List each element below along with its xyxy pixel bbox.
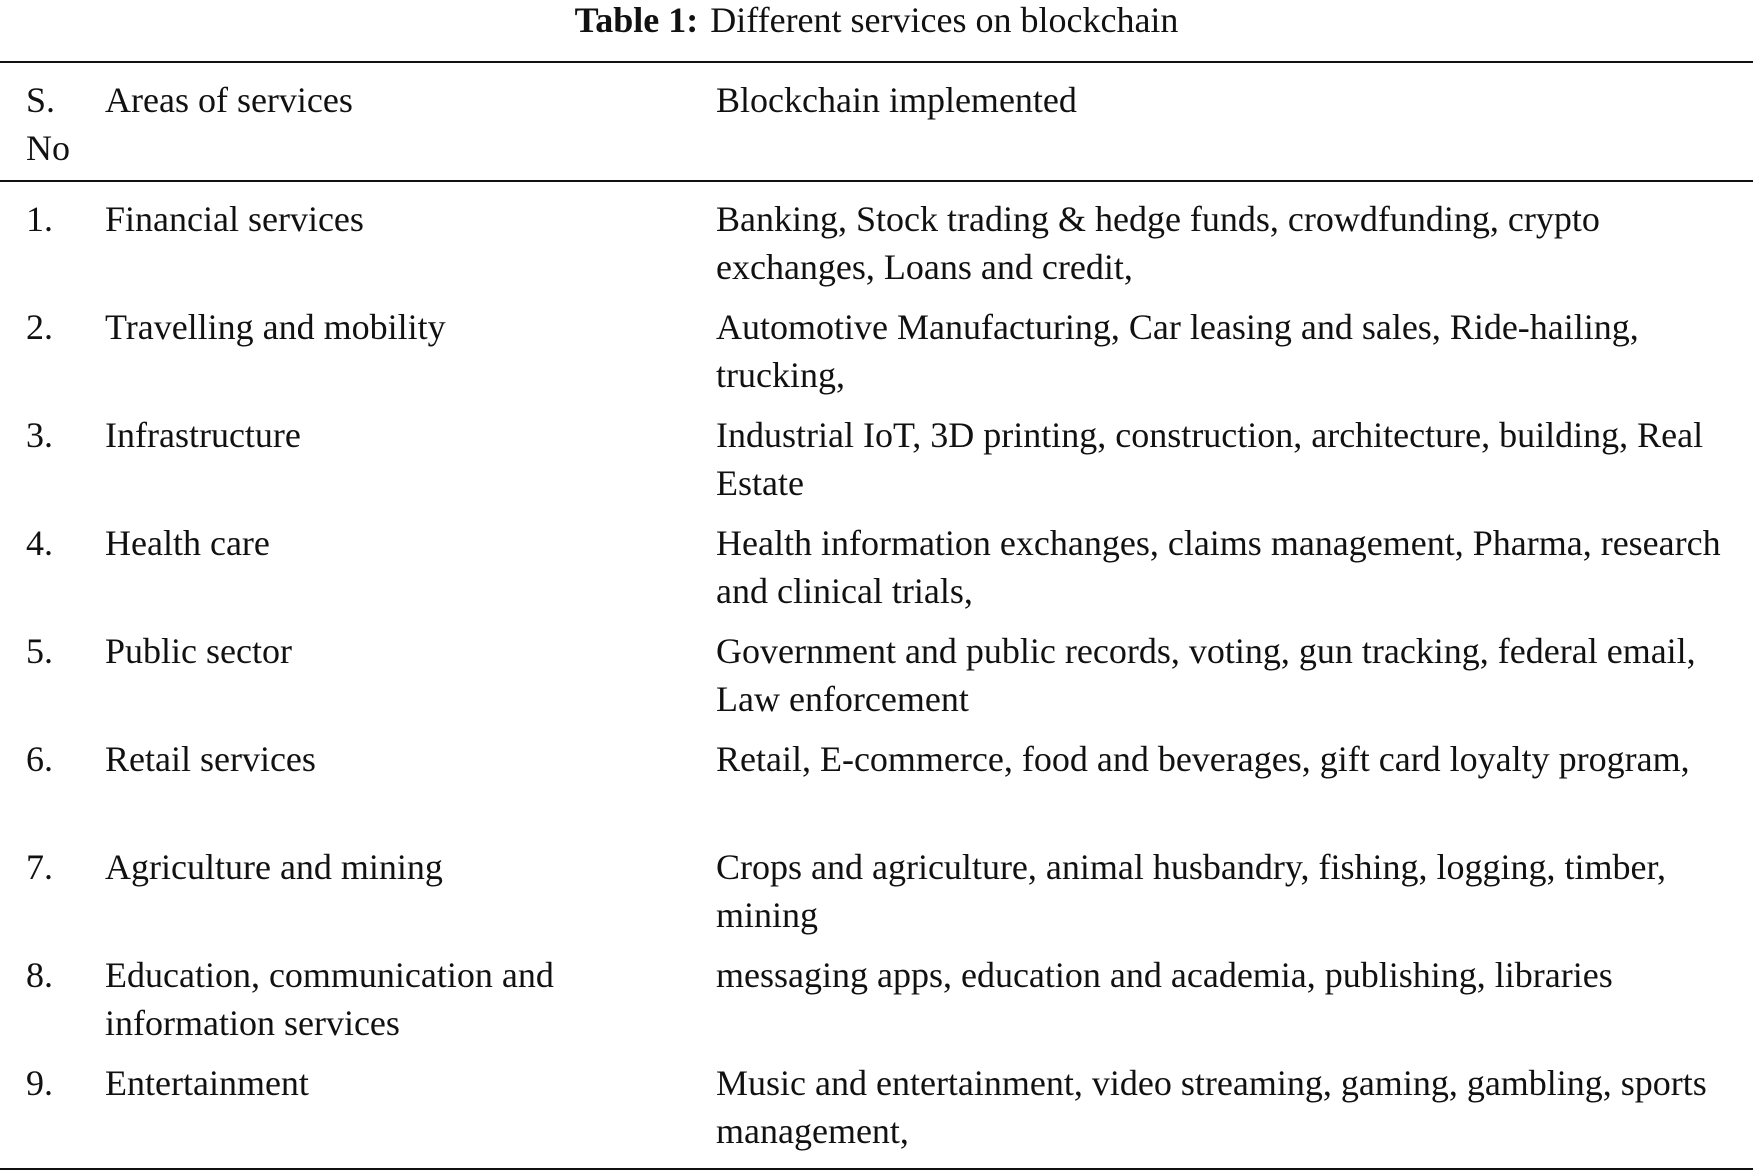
row-area: Infrastructure — [105, 415, 301, 455]
row-sno: 8. — [26, 955, 53, 995]
row-area: Travelling and mobility — [105, 307, 446, 347]
row-sno: 6. — [26, 739, 53, 779]
table-top-rule — [0, 61, 1753, 63]
row-impl: Banking, Stock trading & hedge funds, crowdfunding, crypto exchanges, Loans and credit, — [716, 199, 1600, 287]
header-row — [0, 76, 1753, 180]
header-impl: Blockchain implemented — [716, 80, 1077, 120]
row-area: Retail services — [105, 739, 316, 779]
table-header — [0, 76, 1753, 180]
table-bottom-rule — [0, 1168, 1753, 1170]
row-area: Public sector — [105, 631, 292, 671]
table-row — [0, 735, 1753, 843]
table-caption — [0, 0, 1753, 40]
row-sno: 9. — [26, 1063, 53, 1103]
row-impl: Government and public records, voting, gun tracking, federal email, Law enforcement — [716, 631, 1696, 719]
row-sno: 4. — [26, 523, 53, 563]
row-impl: Retail, E-commerce, food and beverages, gift card loyalty program, — [716, 739, 1690, 779]
row-impl: Crops and agriculture, animal husbandry, fishing, logging, timber, mining — [716, 847, 1667, 935]
row-area: Health care — [105, 523, 270, 563]
row-sno: 3. — [26, 415, 53, 455]
row-impl: Automotive Manufacturing, Car leasing and sales, Ride-hailing, trucking, — [716, 307, 1639, 395]
row-area: Financial services — [105, 199, 364, 239]
row-impl: Music and entertainment, video streaming, gaming, gambling, sports management, — [716, 1063, 1707, 1151]
header-sno: S. No — [26, 80, 70, 168]
row-sno: 7. — [26, 847, 53, 887]
table-row — [0, 303, 1753, 411]
table-row — [0, 627, 1753, 735]
table-caption-label: Table 1: — [574, 0, 699, 40]
table-row — [0, 195, 1753, 303]
row-impl: messaging apps, education and academia, publishing, libraries — [716, 955, 1613, 995]
row-sno: 5. — [26, 631, 53, 671]
table-row — [0, 843, 1753, 951]
table-header-rule — [0, 180, 1753, 182]
header-area: Areas of services — [105, 80, 353, 120]
row-area: Entertainment — [105, 1063, 309, 1103]
row-sno: 1. — [26, 199, 53, 239]
table-row — [0, 411, 1753, 519]
row-area: Education, communication and information services — [105, 955, 554, 1043]
row-impl: Health information exchanges, claims management, Pharma, research and clinical trials, — [716, 523, 1721, 611]
services-table — [0, 195, 1753, 1167]
table-row — [0, 519, 1753, 627]
row-area: Agriculture and mining — [105, 847, 443, 887]
row-sno: 2. — [26, 307, 53, 347]
table-caption-title: Different services on blockchain — [710, 0, 1179, 40]
row-impl: Industrial IoT, 3D printing, construction, architecture, building, Real Estate — [716, 415, 1704, 503]
table-row — [0, 951, 1753, 1059]
table-row — [0, 1059, 1753, 1167]
